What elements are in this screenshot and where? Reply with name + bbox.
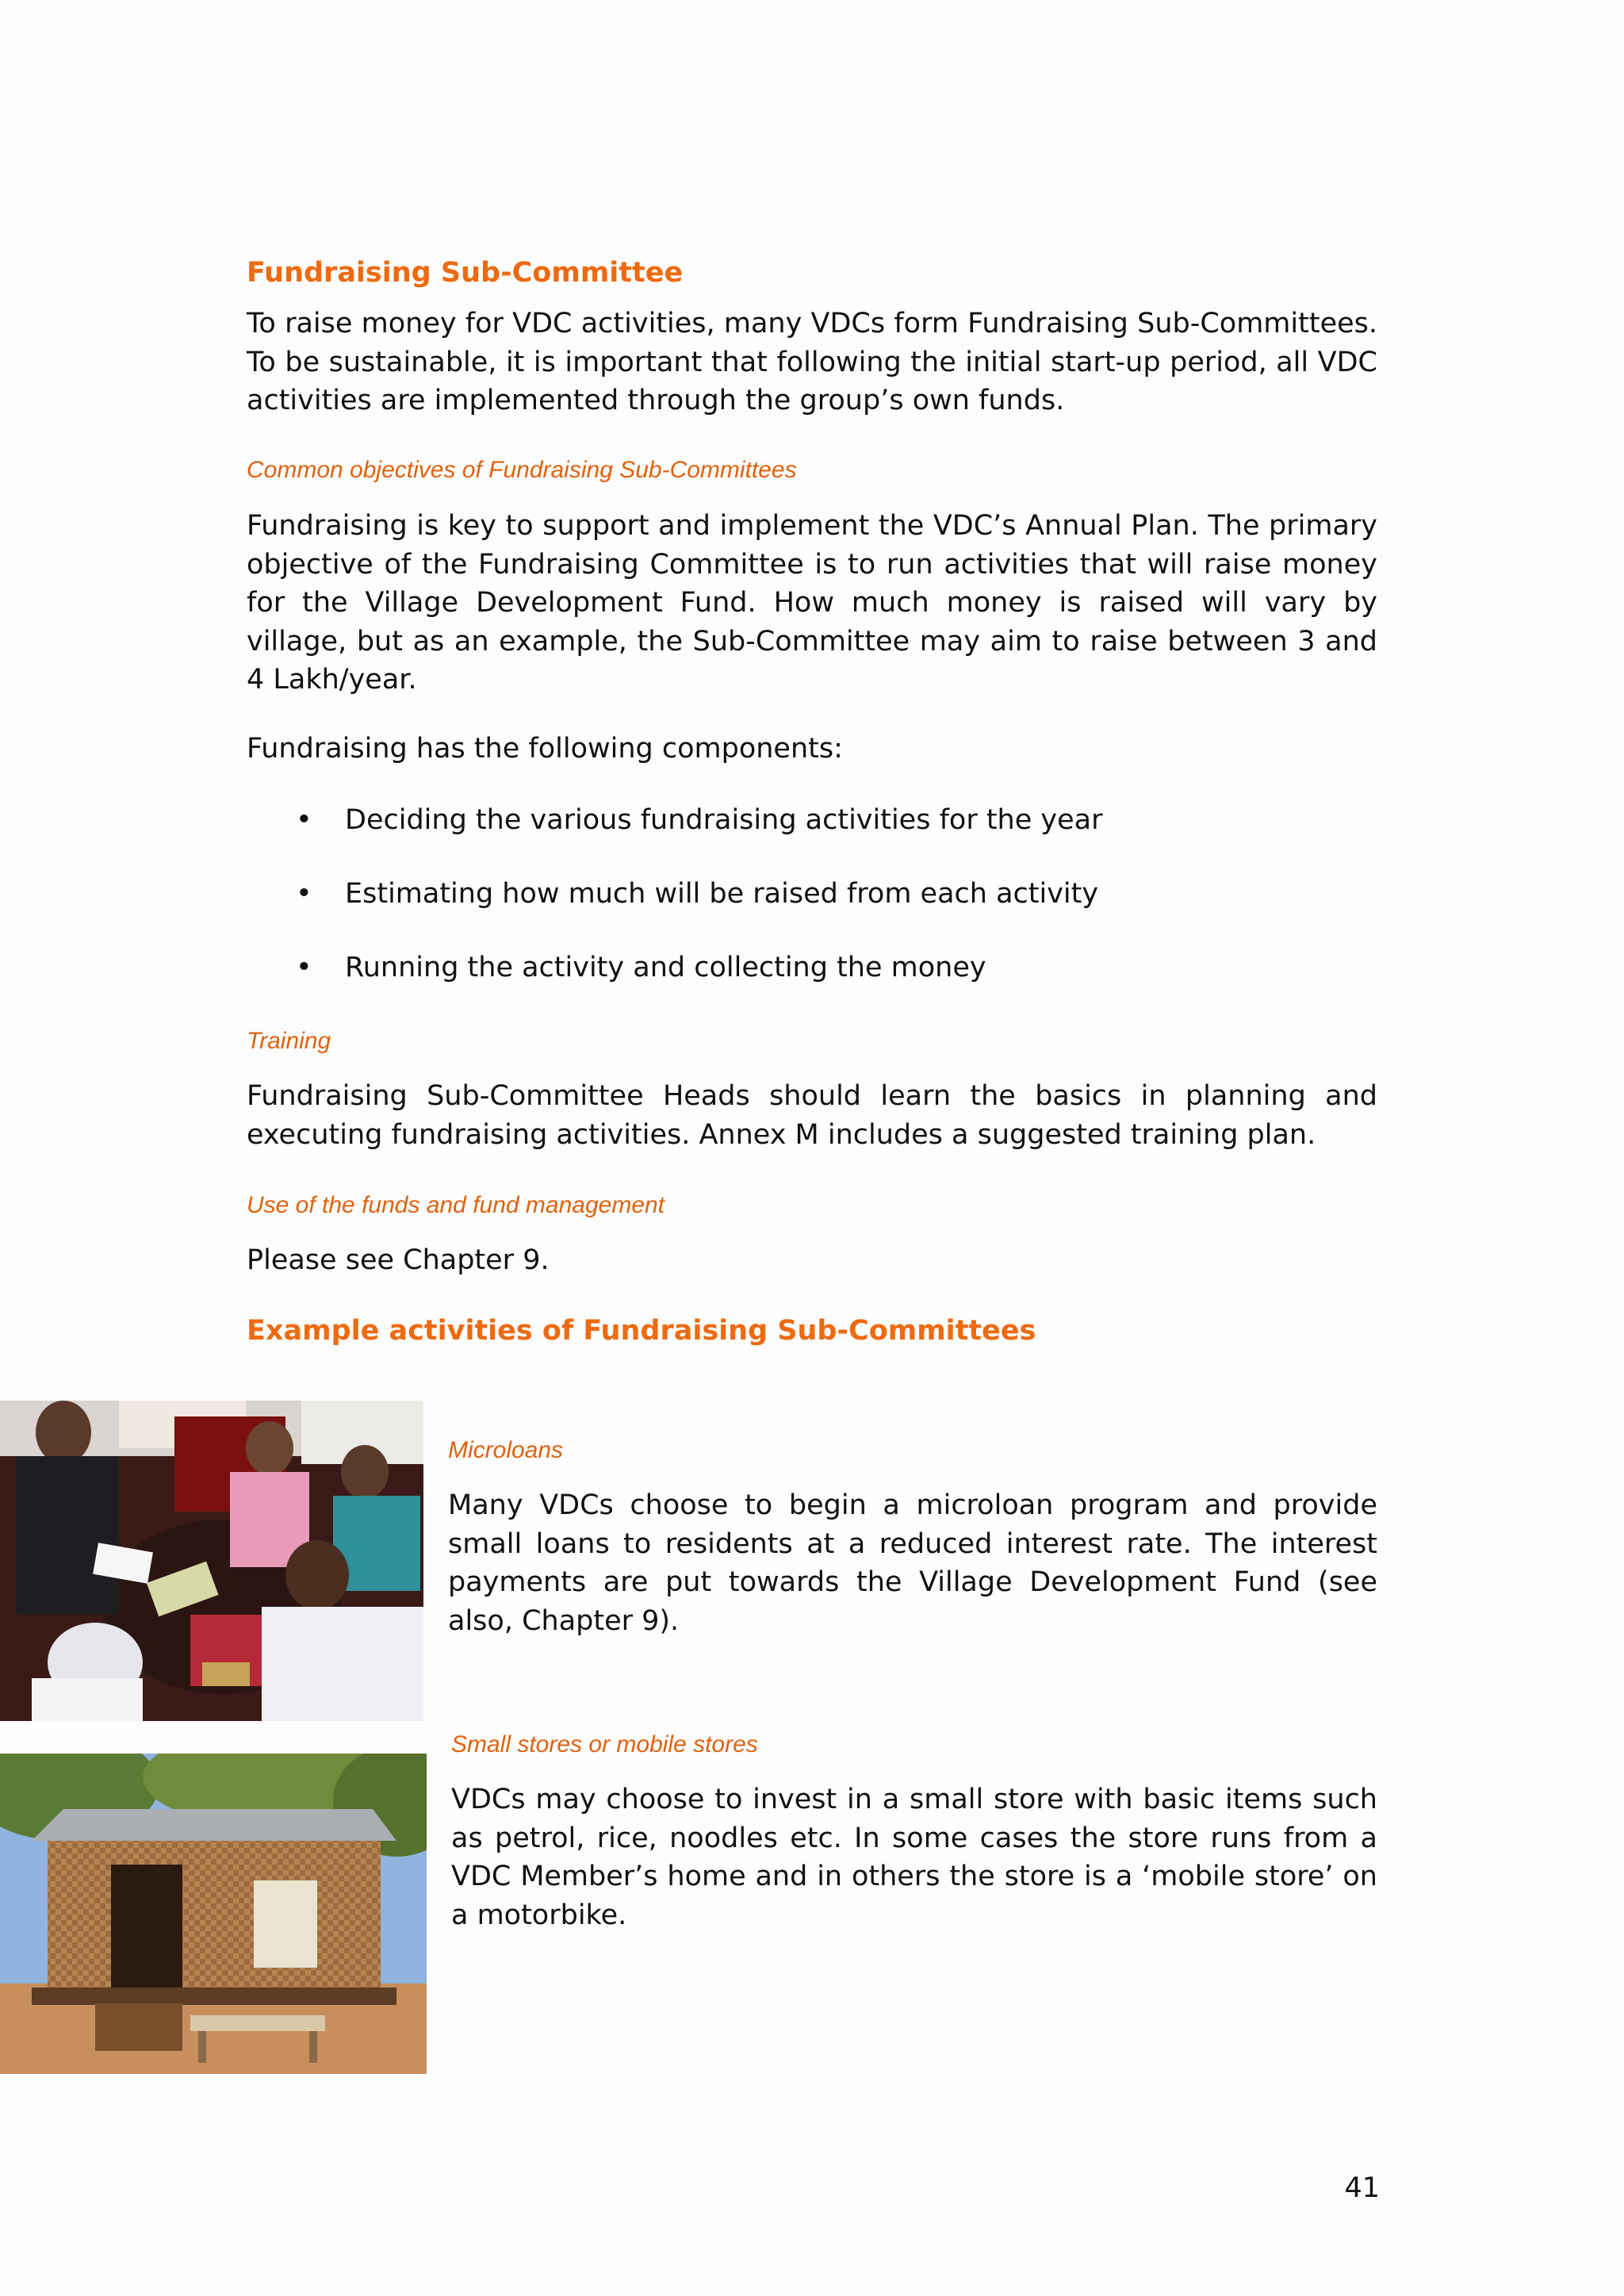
microloans-paragraph: Many VDCs choose to begin a microloan program and provide small loans to residents at a reduced interest rate. The interest payments are put towards the Village Development Fund (see also, Chapter 9). [448, 1489, 1377, 1637]
funds-paragraph: Please see Chapter 9. [247, 1244, 550, 1276]
objectives-heading: Common objectives of Fundraising Sub-Committees [247, 457, 797, 483]
list-item [247, 801, 1377, 839]
microloans-photo [0, 1401, 423, 1721]
stores-paragraph: VDCs may choose to invest in a small store with basic items such as petrol, rice, noodles etc. In some cases the store runs from a VDC Member’s home and in others the store is a ‘mobile store’ on a motorbike. [451, 1784, 1377, 1931]
examples-heading: Example activities of Fundraising Sub-Committees [247, 1315, 1036, 1347]
training-paragraph: Fundraising Sub-Committee Heads should learn the basics in planning and executing fundraising activities. Annex M includes a suggested training plan. [247, 1080, 1377, 1151]
store-photo [0, 1754, 427, 2074]
funds-heading: Use of the funds and fund management [247, 1192, 665, 1218]
bullet-icon: • [296, 952, 312, 983]
page-number: 41 [1344, 2172, 1380, 2204]
objectives-paragraph: Fundraising is key to support and implement the VDC’s Annual Plan. The primary objective of the Fundraising Committee is to run activities that will raise money for the Village Development Fund. How much money is raised will vary by village, but as an example, the Sub-Committee may aim to raise between 3 and 4 Lakh/year. [247, 510, 1377, 696]
training-heading: Training [247, 1028, 331, 1054]
bullet-icon: • [296, 878, 312, 910]
funds-block [247, 1191, 1377, 1220]
stores-block [451, 1731, 1377, 1759]
list-item-text: Estimating how much will be raised from each activity [345, 878, 1099, 910]
components-intro: Fundraising has the following components: [247, 733, 843, 765]
training-block [247, 1027, 1377, 1056]
stores-para-block [451, 1780, 1377, 1934]
components-list-block [247, 801, 1377, 1022]
intro-paragraph: To raise money for VDC activities, many VDCs form Fundraising Sub-Committees. To be sustainable, it is important that following the initial start-up period, all VDC activities are implemented through the group’s own funds. [247, 308, 1377, 416]
list-item-text: Running the activity and collecting the money [345, 952, 986, 983]
microloans-block [448, 1436, 1377, 1465]
intro-block [247, 305, 1377, 420]
list-item [247, 875, 1377, 913]
components-block [247, 730, 1377, 769]
fundraising-section [247, 255, 1377, 290]
training-para-block [247, 1077, 1377, 1154]
examples-block [247, 1313, 1377, 1348]
microloans-para-block [448, 1486, 1377, 1640]
objectives-para-block [247, 507, 1377, 700]
bullet-icon: • [296, 804, 312, 836]
components-list [247, 801, 1377, 987]
microloans-heading: Microloans [448, 1437, 564, 1463]
list-item [247, 949, 1377, 987]
list-item-text: Deciding the various fundraising activities for the year [345, 804, 1103, 836]
section-heading: Fundraising Sub-Committee [247, 257, 684, 289]
objectives-block [247, 456, 1377, 485]
stores-heading: Small stores or mobile stores [451, 1731, 758, 1757]
funds-para-block [247, 1241, 1377, 1280]
